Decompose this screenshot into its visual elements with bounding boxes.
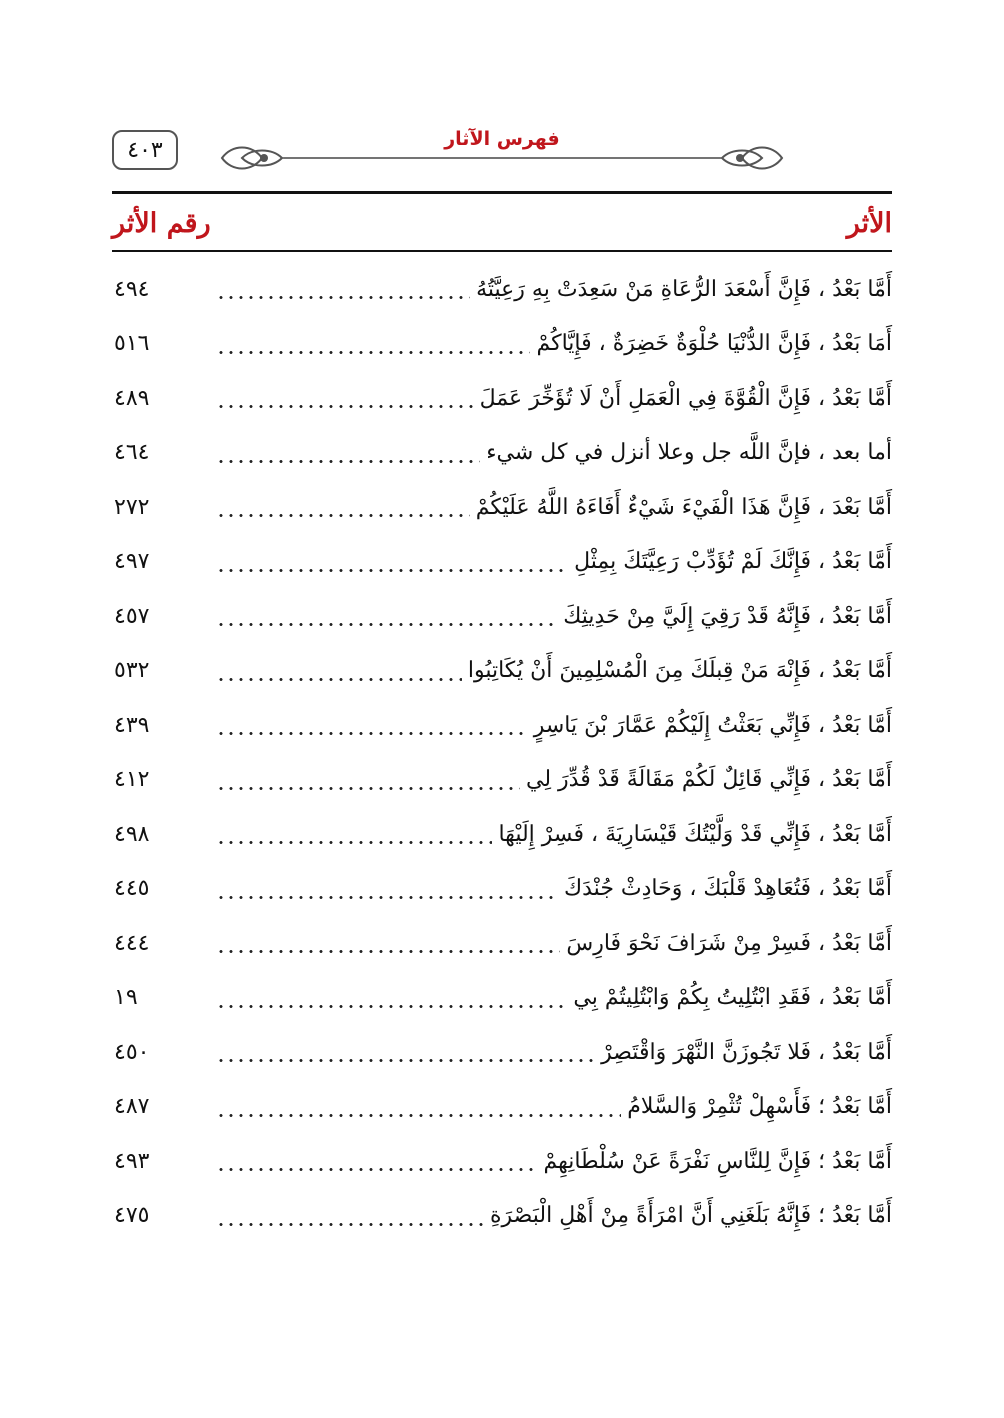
entry-number: ٢٧٢ bbox=[114, 494, 150, 520]
index-entry bbox=[112, 807, 892, 862]
dot-leader bbox=[216, 1134, 537, 1188]
entry-text: أَمَّا بَعْدُ ، فَإِنَّ الْقُوَّةَ فِي الْعَمَلِ أَنْ لَا تُؤَخِّرَ عَمَلَ bbox=[479, 385, 892, 411]
entry-number: ٥١٦ bbox=[114, 331, 150, 357]
dot-leader bbox=[216, 426, 480, 480]
index-entry bbox=[112, 262, 892, 317]
entry-number: ٤٧٥ bbox=[114, 1203, 150, 1229]
entry-text: أَمَّا بَعْدُ ، فَقَدِ ابْتُلِيتُ بِكُمْ وَابْتُلِيتُمْ بِي bbox=[573, 985, 892, 1011]
entry-text: أَمَّا بَعْدُ ، فَإِنْهَ مَنْ قِبلَكَ مِنَ الْمُسْلِمِينَ أَنْ يُكَاتِبُوا bbox=[467, 658, 892, 684]
dot-leader bbox=[216, 1025, 595, 1079]
entry-text: أَمَّا بَعْدُ ، فَإِنِّي قَائِلٌ لَكُمْ مَقَالَةً قَدْ قُدِّرَ لِي bbox=[525, 767, 892, 793]
entry-text: أَمَّا بَعْدُ ؛ فَإِنَّ لِلنَّاسِ نَفْرَةً عَنْ سُلْطَانِهِمْ bbox=[543, 1148, 892, 1174]
entry-number: ٤٨٩ bbox=[114, 385, 150, 411]
index-entry bbox=[112, 1080, 892, 1135]
index-entry bbox=[112, 971, 892, 1026]
index-entries bbox=[112, 262, 892, 1243]
entry-number: ٤٦٤ bbox=[114, 440, 150, 466]
entry-text: أَمَّا بَعْدُ ، فَلا تَجُوزَنَّ النَّهْرَ وَاقْتَصِرْ bbox=[601, 1039, 892, 1065]
entry-number: ٤٥٧ bbox=[114, 603, 150, 629]
header-divider bbox=[112, 191, 892, 194]
index-entry bbox=[112, 1134, 892, 1189]
index-entry bbox=[112, 426, 892, 481]
index-entry bbox=[112, 1189, 892, 1244]
index-entry bbox=[112, 753, 892, 808]
entry-number: ٥٣٢ bbox=[114, 658, 150, 684]
dot-leader bbox=[216, 971, 567, 1025]
dot-leader bbox=[216, 480, 470, 534]
index-entry bbox=[112, 589, 892, 644]
page-number: ٤٠٣ bbox=[112, 130, 178, 170]
index-entry bbox=[112, 480, 892, 535]
entry-text: أَمَّا بَعْدَ ، فَإِنَّ هَذَا الْفَيْءَ شَيْءٌ أَفَاءَهُ اللَّهُ عَلَيْكُمْ bbox=[475, 494, 892, 520]
dot-leader bbox=[216, 371, 474, 425]
column-header-number: رقم الأثر bbox=[112, 208, 211, 239]
index-entry bbox=[112, 317, 892, 372]
entry-number: ٤٩٧ bbox=[114, 549, 150, 575]
dot-leader bbox=[216, 1080, 621, 1134]
entry-number: ٤٨٧ bbox=[114, 1094, 150, 1120]
dot-leader bbox=[216, 589, 557, 643]
column-header-athar: الأثر bbox=[846, 208, 892, 239]
dot-leader bbox=[216, 535, 568, 589]
header-title: فهرس الآثار bbox=[444, 128, 560, 150]
dot-leader bbox=[216, 916, 560, 970]
entry-text: أَمَّا بَعْدُ ؛ فَإِنَّهُ بَلَغَنِي أَنَّ امْرَأَةً مِنْ أَهْلِ الْبَصْرَةِ bbox=[490, 1203, 892, 1229]
entry-text: أَمَّا بَعْدُ ، فَإِنَّكَ لَمْ تُؤَدِّبْ رَعِيَّتَكَ بِمِثْلِ bbox=[574, 549, 892, 575]
dot-leader bbox=[216, 262, 470, 316]
dot-leader bbox=[216, 753, 520, 807]
entry-text: أَمَّا بَعْدُ ، فَإِنَّهُ قَدْ رَقِيَ إِلَيَّ مِنْ حَدِيثِكَ bbox=[563, 603, 892, 629]
dot-leader bbox=[216, 317, 530, 371]
entry-text: أَمَّا بَعْدُ ، فَسِرْ مِنْ شَرَافَ نَحْوَ فَارِسَ bbox=[566, 930, 892, 956]
entry-text: أَمَّا بَعْدُ ؛ فَأَسْهِلْ تُثْمِرْ وَالسَّلامُ bbox=[627, 1094, 892, 1120]
entry-number: ٤٣٩ bbox=[114, 712, 150, 738]
entry-number: ٤٤٤ bbox=[114, 930, 150, 956]
page-header bbox=[112, 120, 892, 190]
dot-leader bbox=[216, 862, 558, 916]
entry-number: ٤١٢ bbox=[114, 767, 150, 793]
entry-number: ٤٩٨ bbox=[114, 821, 150, 847]
entry-text: أَمَّا بَعْدُ ، فَإِنَّ أَسْعَدَ الرُّعَاةِ مَنْ سَعِدَتْ بِهِ رَعِيَّتُهُ bbox=[476, 276, 892, 302]
index-entry bbox=[112, 535, 892, 590]
index-entry bbox=[112, 1025, 892, 1080]
entry-number: ٤٥٠ bbox=[114, 1039, 150, 1065]
dot-leader bbox=[216, 644, 462, 698]
entry-text: أما بعد ، فإنَّ اللَّه جل وعلا أنزل في كل شيء bbox=[486, 440, 892, 466]
column-headers bbox=[112, 200, 892, 250]
entry-number: ١٩ bbox=[114, 985, 138, 1011]
dot-leader bbox=[216, 698, 528, 752]
index-entry bbox=[112, 644, 892, 699]
entry-number: ٤٤٥ bbox=[114, 876, 150, 902]
index-entry bbox=[112, 698, 892, 753]
entry-text: أَمَّا بَعْدُ ، فَإِنِّي قَدْ وَلَّيْتُكَ قَيْسَارِيَةَ ، فَسِرْ إِلَيْهَا bbox=[498, 821, 892, 847]
entry-text: أَمَا بَعْدُ ، فَإِنَّ الدُّنْيَا حُلْوَةٌ خَضِرَةٌ ، فَإِيَّاكُمْ bbox=[536, 331, 892, 357]
entry-text: أَمَّا بَعْدُ ، فَإِنِّي بَعَثْتُ إِلَيْكُمْ عَمَّارَ بْنَ يَاسِرٍ bbox=[533, 712, 892, 738]
index-entry bbox=[112, 916, 892, 971]
entry-number: ٤٩٣ bbox=[114, 1148, 150, 1174]
index-entry bbox=[112, 371, 892, 426]
column-header-divider bbox=[112, 250, 892, 252]
index-entry bbox=[112, 862, 892, 917]
entry-number: ٤٩٤ bbox=[114, 276, 150, 302]
entry-text: أَمَّا بَعْدُ ، فَتُعَاهِدْ قَلْبَكَ ، وَحَادِثْ جُنْدَكَ bbox=[564, 876, 892, 902]
dot-leader bbox=[216, 1189, 484, 1243]
dot-leader bbox=[216, 807, 492, 861]
